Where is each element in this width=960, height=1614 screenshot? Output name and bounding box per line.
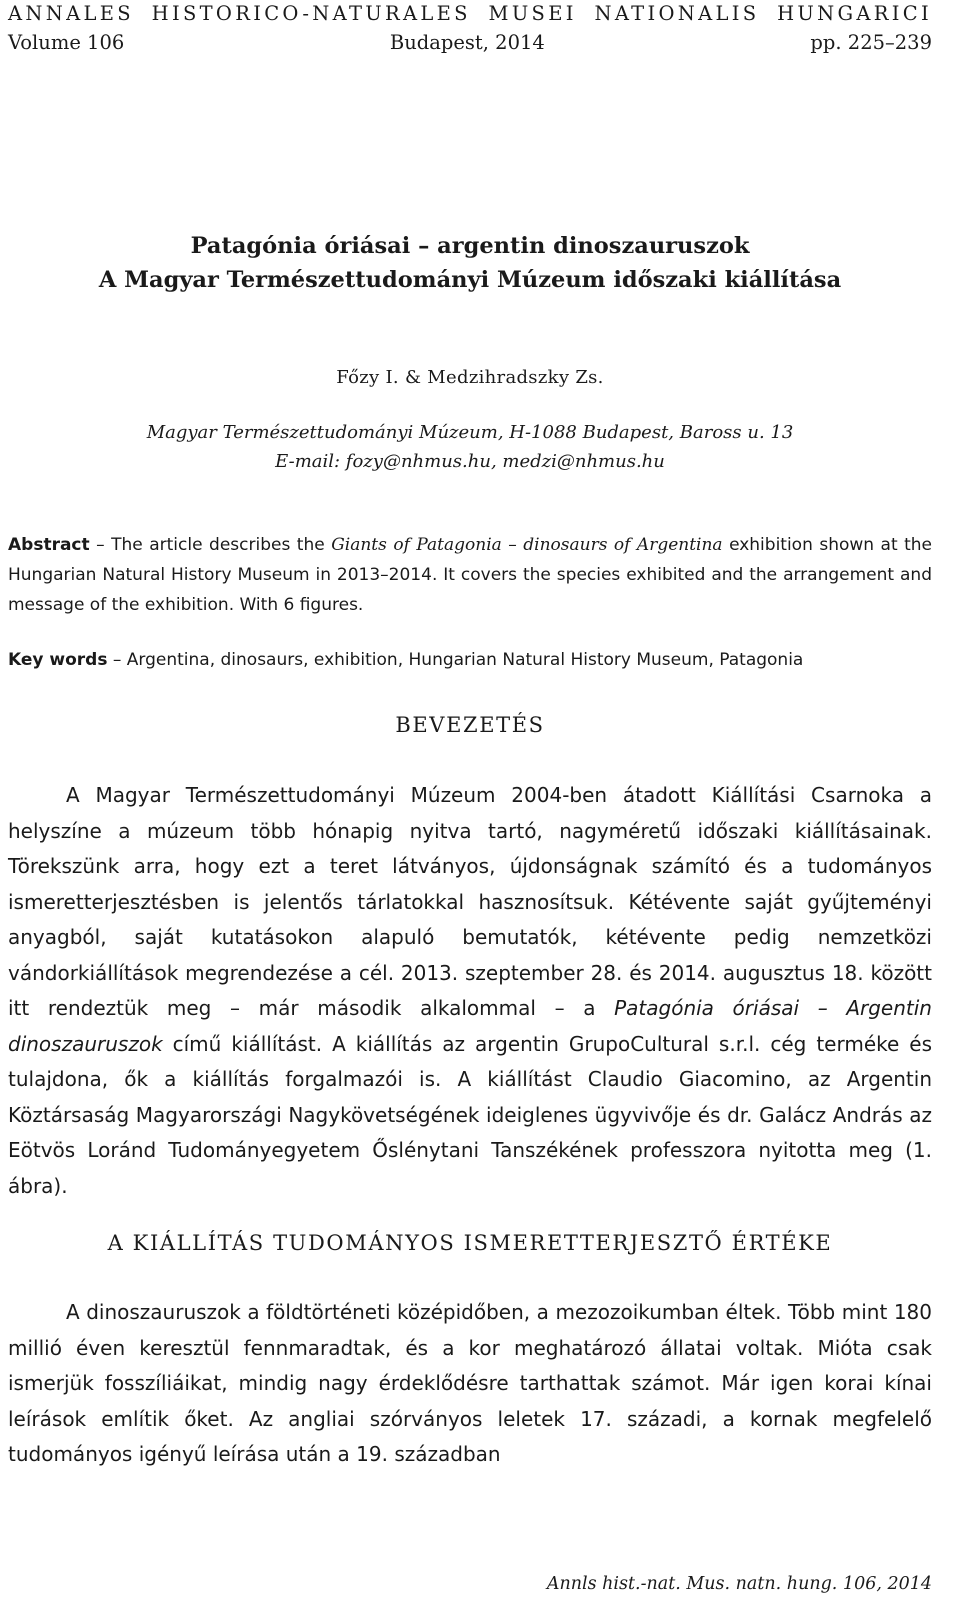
scientific-value-paragraph	[8, 1295, 932, 1473]
abstract-dash: –	[89, 535, 112, 555]
journal-name: ANNALES HISTORICO-NATURALES MUSEI NATIONALIS HUNGARICI	[8, 2, 932, 25]
abstract-italic-title: Giants of Patagonia – dinosaurs of Argentina	[331, 535, 723, 555]
article-title-line-1: Patagónia óriásai – argentin dinoszauruszok	[190, 233, 750, 259]
keywords-text: Argentina, dinosaurs, exhibition, Hungarian Natural History Museum, Patagonia	[126, 650, 804, 670]
abstract-label: Abstract	[8, 535, 90, 555]
abstract-text-before: The article describes the	[111, 535, 332, 555]
keywords-label: Key words	[8, 650, 108, 670]
article-title-line-2: A Magyar Természettudományi Múzeum időszaki kiállítása	[98, 267, 842, 293]
section-heading-scientific-value: A KIÁLLÍTÁS TUDOMÁNYOS ISMERETTERJESZTŐ ÉRTÉKE	[107, 1231, 833, 1255]
introduction-paragraph	[8, 778, 932, 1204]
abstract	[8, 530, 932, 620]
keywords-dash: –	[107, 650, 127, 670]
section-heading-introduction: BEVEZETÉS	[395, 713, 545, 737]
keywords	[8, 645, 932, 675]
footer-citation: Annls hist.-nat. Mus. natn. hung. 106, 2014	[546, 1574, 932, 1594]
affiliation-email: E-mail: fozy@nhmus.hu, medzi@nhmus.hu	[275, 451, 665, 472]
authors: Főzy I. & Medzihradszky Zs.	[336, 367, 604, 388]
affiliation-address: Magyar Természettudományi Múzeum, H-1088 Budapest, Baross u. 13	[146, 422, 794, 443]
exhibition-title-italic: Patagónia óriásai – Argentin dinoszauruszok	[8, 996, 932, 1056]
volume-label: Volume 106	[8, 31, 125, 54]
scientific-value-text: A dinoszauruszok a földtörténeti középidőben, a mezozoikumban éltek. Több mint 180 millió éven keresztül fennmaradtak, és a kor meghatározó állatai voltak. Mióta csak ismerjük fosszíliáikat, mindig nagy érdeklődésre tarthattak számot. Már igen korai kínai leírások említik őket. Az angliai szórványos leletek 17. századi, a kornak megfelelő tudományos igényű leírása után a 19. században	[8, 1300, 932, 1466]
journal-info-line	[8, 31, 932, 54]
place-year: Budapest, 2014	[389, 31, 545, 54]
page-range: pp. 225–239	[810, 31, 932, 54]
article-page	[8, 0, 932, 1614]
abstract-text-after: exhibition shown at the Hungarian Natural History Museum in 2013–2014. It covers the species exhibited and the arrangement and message of the exhibition. With 6 figures.	[8, 535, 933, 615]
introduction-text-1: A Magyar Természettudományi Múzeum 2004-ben átadott Kiállítási Csarnoka a helyszíne a múzeum több hónapig nyitva tartó, nagyméretű időszaki kiállításainak. Törekszünk arra, hogy ezt a teret látványos, újdonságnak számító és a tudományos ismeretterjesztésben is jelentős tárlatokkal hasznosítsuk. Kétévente saját gyűjteményi anyagból, saját kutatásokon alapuló bemutatók, kétévente pedig nemzetközi vándorkiállítások megrendezése a cél. 2013. szeptember 28. és 2014. augusztus 18. között itt rendeztük meg – már második alkalommal – a	[8, 783, 932, 1020]
introduction-text-2: című kiállítást. A kiállítás az argentin GrupoCultural s.r.l. cég terméke és tulajdona, ők a kiállítás forgalmazói is. A kiállítást Claudio Giacomino, az Argentin Köztársaság Magyarországi Nagykövetségének ideiglenes ügyvivője és dr. Galácz András az Eötvös Loránd Tudományegyetem Őslénytani Tanszékének professzora nyitotta meg (1. ábra).	[8, 1031, 932, 1198]
